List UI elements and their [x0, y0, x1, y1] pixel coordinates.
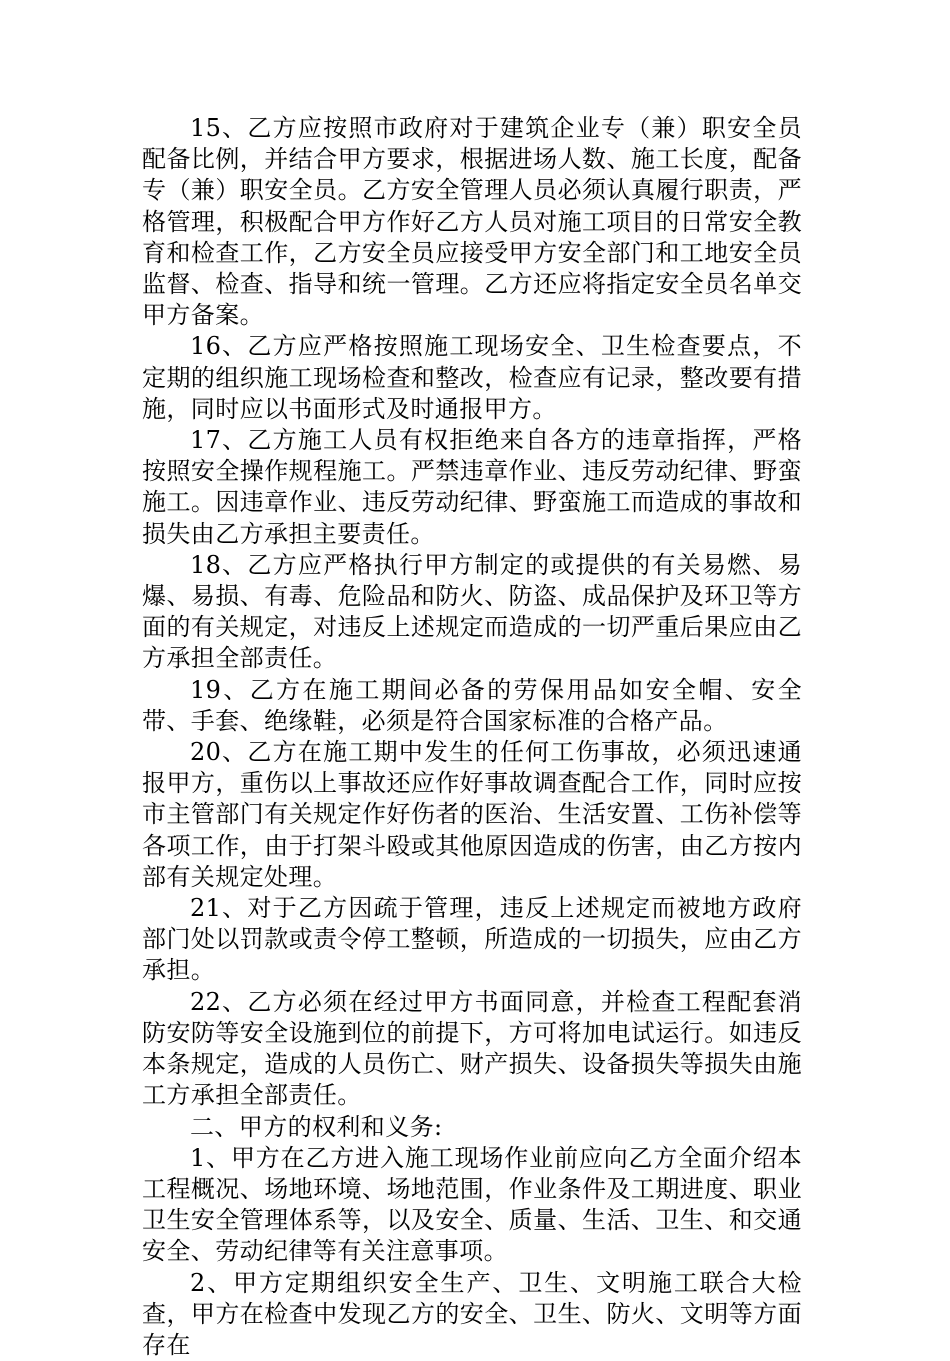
clause-20-paragraph: 20、乙方在施工期中发生的任何工伤事故，必须迅速通报甲方，重伤以上事故还应作好事故调查配合工作，同时应按市主管部门有关规定作好伤者的医治、生活安置、工伤补偿等各项工作，由于打架斗殴或其他原因造成的伤害，由乙方按内部有关规定处理。 — [142, 738, 802, 891]
document-page — [142, 113, 802, 1361]
section-heading-party-a: 二、甲方的权利和义务: — [190, 1112, 443, 1141]
party-a-clause-2-paragraph: 2、甲方定期组织安全生产、卫生、文明施工联合大检查，甲方在检查中发现乙方的安全、卫生、防火、文明等方面存在 — [142, 1268, 802, 1359]
clause-16-paragraph: 16、乙方应严格按照施工现场安全、卫生检查要点，不定期的组织施工现场检查和整改，检查应有记录，整改要有措施，同时应以书面形式及时通报甲方。 — [142, 332, 802, 423]
clause-18-paragraph: 18、乙方应严格执行甲方制定的或提供的有关易燃、易爆、易损、有毒、危险品和防火、防盗、成品保护及环卫等方面的有关规定，对违反上述规定而造成的一切严重后果应由乙方承担全部责任。 — [142, 550, 802, 673]
clause-17-paragraph: 17、乙方施工人员有权拒绝来自各方的违章指挥，严格按照安全操作规程施工。严禁违章作业、违反劳动纪律、野蛮施工。因违章作业、违反劳动纪律、野蛮施工而造成的事故和损失由乙方承担主要责任。 — [142, 426, 802, 548]
party-a-clause-1-paragraph: 1、甲方在乙方进入施工现场作业前应向乙方全面介绍本工程概况、场地环境、场地范围，作业条件及工期进度、职业卫生安全管理体系等，以及安全、质量、生活、卫生、和交通安全、劳动纪律等有关注意事项。 — [142, 1143, 802, 1266]
clause-22-paragraph: 22、乙方必须在经过甲方书面同意，并检查工程配套消防安防等安全设施到位的前提下，方可将加电试运行。如违反本条规定，造成的人员伤亡、财产损失、设备损失等损失由施工方承担全部责任。 — [142, 987, 802, 1110]
clause-21-paragraph: 21、对于乙方因疏于管理，违反上述规定而被地方政府部门处以罚款或责令停工整顿，所造成的一切损失，应由乙方承担。 — [142, 894, 802, 985]
clause-19-paragraph: 19、乙方在施工期间必备的劳保用品如安全帽、安全带、手套、绝缘鞋，必须是符合国家标准的合格产品。 — [142, 675, 802, 735]
clause-15-paragraph: 15、乙方应按照市政府对于建筑企业专（兼）职安全员配备比例，并结合甲方要求，根据进场人数、施工长度，配备专（兼）职安全员。乙方安全管理人员必须认真履行职责，严格管理，积极配合甲方作好乙方人员对施工项目的日常安全教育和检查工作，乙方安全员应接受甲方安全部门和工地安全员监督、检查、指导和统一管理。乙方还应将指定安全员名单交甲方备案。 — [142, 114, 802, 330]
